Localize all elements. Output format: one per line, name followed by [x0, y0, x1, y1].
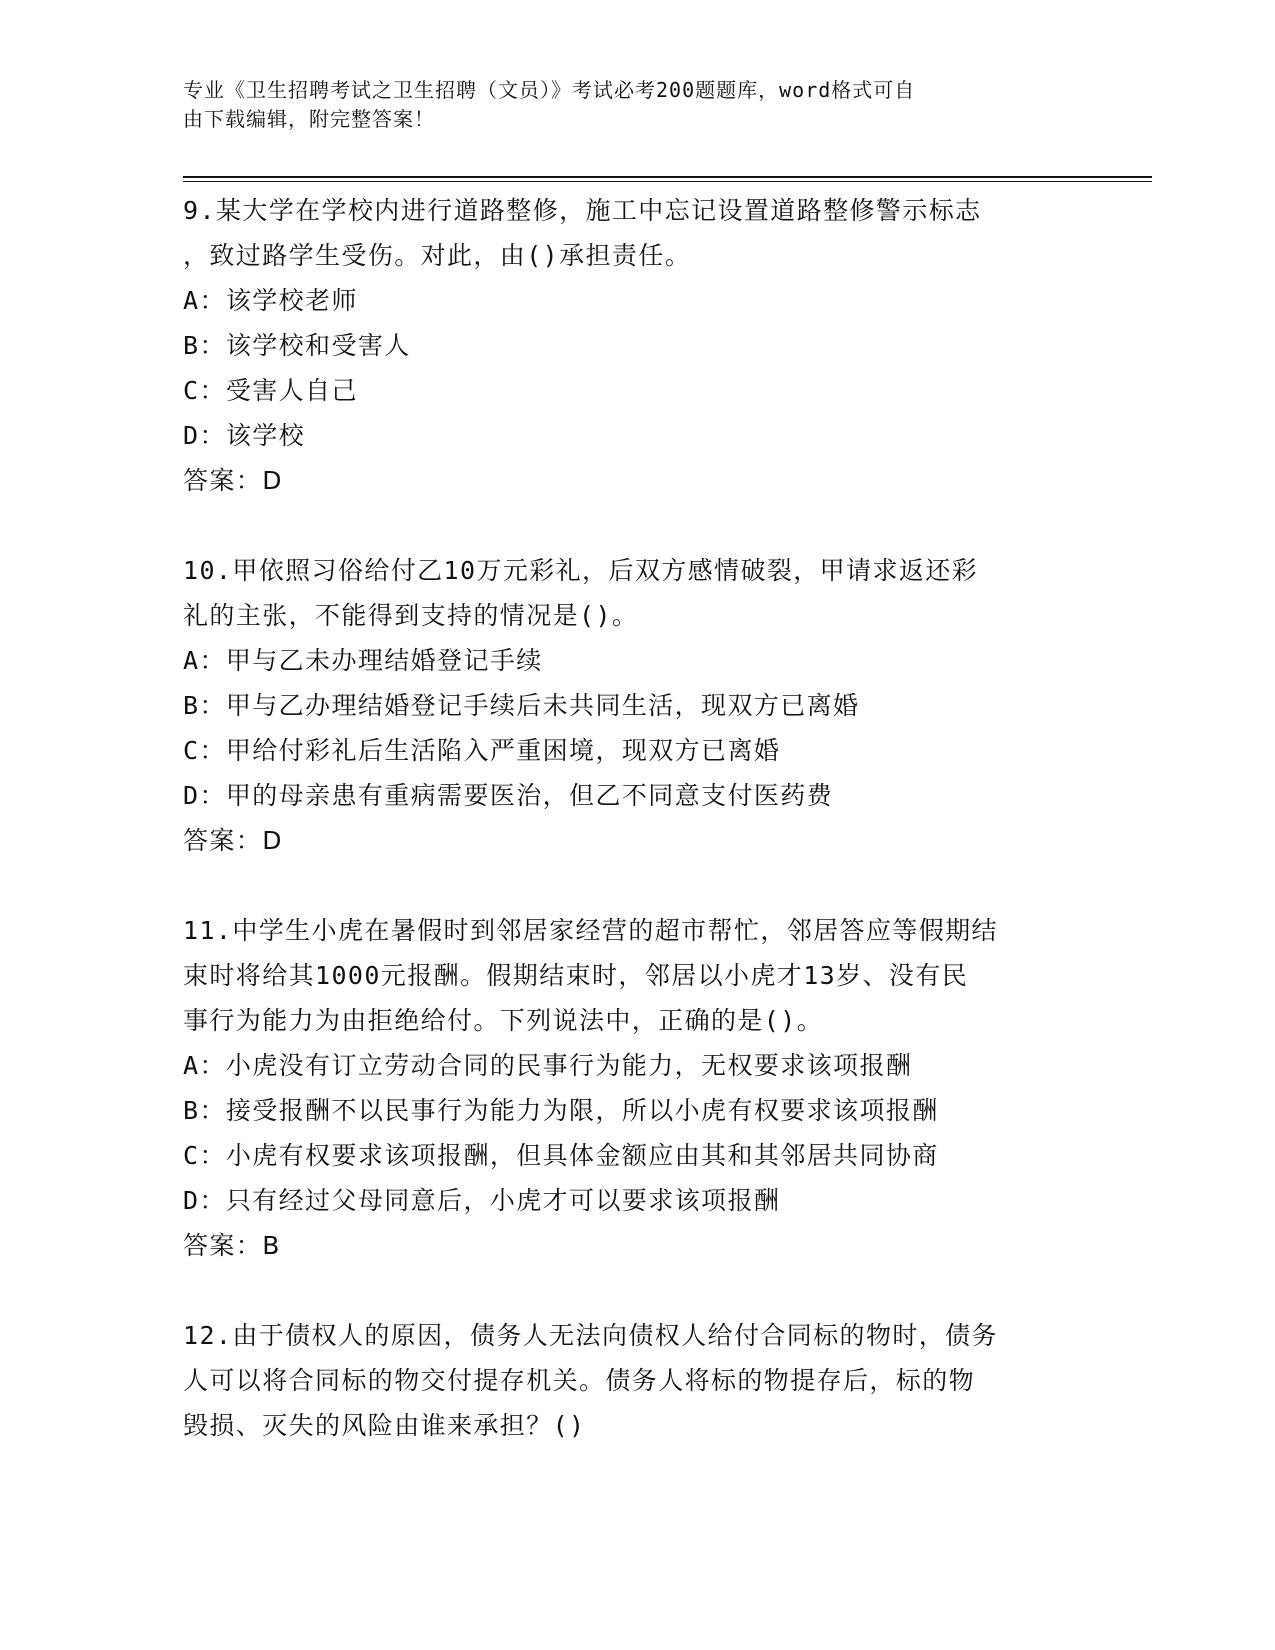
option-c: C：甲给付彩礼后生活陷入严重困境，现双方已离婚	[183, 736, 781, 765]
option-d: D：甲的母亲患有重病需要医治，但乙不同意支付医药费	[183, 781, 834, 810]
answer: 答案：D	[183, 826, 283, 855]
option-b: B：接受报酬不以民事行为能力为限，所以小虎有权要求该项报酬	[183, 1096, 939, 1125]
header-rule-thin	[183, 181, 1152, 182]
option-b: B：甲与乙办理结婚登记手续后未共同生活，现双方已离婚	[183, 691, 860, 720]
question-text-line: 毁损、灭失的风险由谁来承担？()	[183, 1411, 586, 1440]
question-text-line: 12.由于债权人的原因，债务人无法向债权人给付合同标的物时，债务	[183, 1321, 998, 1350]
question-10	[183, 548, 1083, 863]
question-text-line: 礼的主张，不能得到支持的情况是()。	[183, 601, 639, 630]
option-d: D：该学校	[183, 421, 306, 450]
option-a: A：该学校老师	[183, 286, 358, 315]
question-text-line: 人可以将合同标的物交付提存机关。债务人将标的物提存后，标的物	[183, 1366, 976, 1395]
question-text-line: 事行为能力为由拒绝给付。下列说法中，正确的是()。	[183, 1006, 824, 1035]
document-header	[183, 76, 1063, 134]
answer: 答案：B	[183, 1231, 281, 1260]
question-text-line: 11.中学生小虎在暑假时到邻居家经营的超市帮忙，邻居答应等假期结	[183, 916, 998, 945]
header-line-2: 由下载编辑，附完整答案！	[183, 107, 435, 131]
question-text-line: ，致过路学生受伤。对此，由()承担责任。	[183, 241, 692, 270]
option-a: A：甲与乙未办理结婚登记手续	[183, 646, 543, 675]
option-d: D：只有经过父母同意后，小虎才可以要求该项报酬	[183, 1186, 781, 1215]
header-rule-thick	[183, 176, 1152, 178]
answer: 答案：D	[183, 466, 283, 495]
question-text-line: 9.某大学在学校内进行道路整修，施工中忘记设置道路整修警示标志	[183, 196, 982, 225]
question-9	[183, 188, 1083, 503]
question-list	[183, 188, 1083, 1493]
option-a: A：小虎没有订立劳动合同的民事行为能力，无权要求该项报酬	[183, 1051, 913, 1080]
option-b: B：该学校和受害人	[183, 331, 411, 360]
option-c: C：小虎有权要求该项报酬，但具体金额应由其和其邻居共同协商	[183, 1141, 939, 1170]
question-11	[183, 908, 1083, 1268]
question-text-line: 束时将给其1000元报酬。假期结束时，邻居以小虎才13岁、没有民	[183, 961, 969, 990]
header-line-1: 专业《卫生招聘考试之卫生招聘（文员）》考试必考200题题库，word格式可自	[183, 78, 916, 102]
option-c: C：受害人自己	[183, 376, 358, 405]
question-12	[183, 1313, 1083, 1448]
question-text-line: 10.甲依照习俗给付乙10万元彩礼，后双方感情破裂，甲请求返还彩	[183, 556, 979, 585]
